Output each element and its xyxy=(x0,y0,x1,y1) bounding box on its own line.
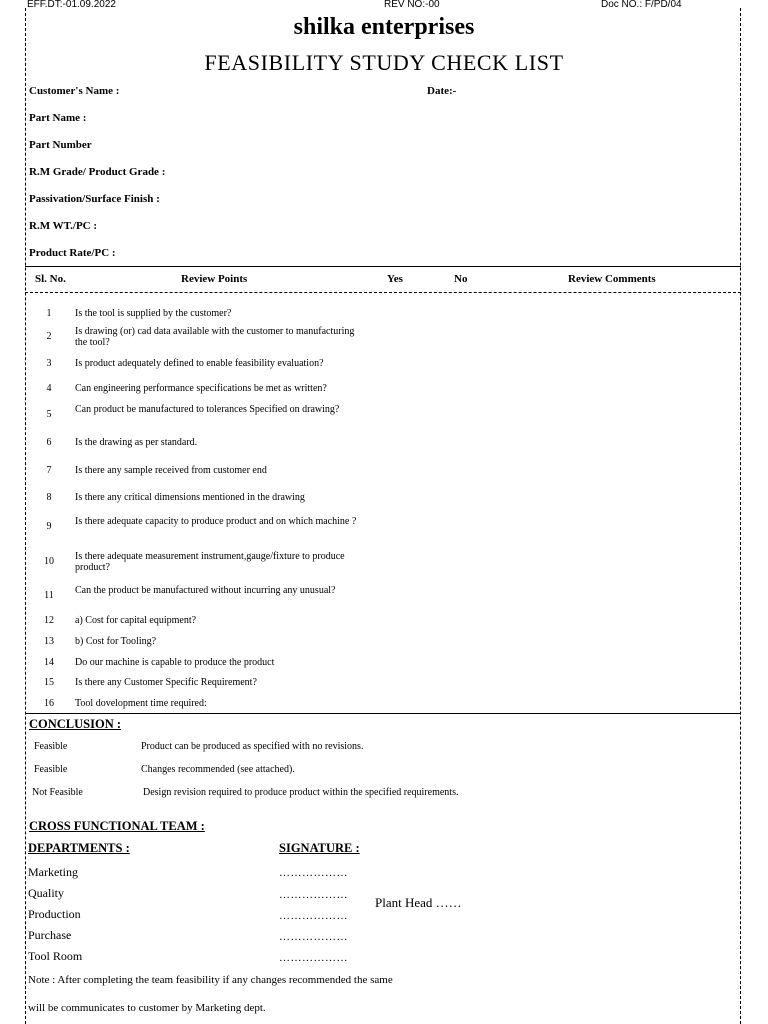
left-border xyxy=(25,8,26,1024)
note-line-1: Note : After completing the team feasibility if any changes recommended the same xyxy=(28,974,393,986)
department-quality: Quality xyxy=(28,886,64,900)
review-point: Is there any Customer Specific Requirement? xyxy=(75,677,257,688)
plant-head-label: Plant Head …… xyxy=(375,895,462,910)
review-point: Can product be manufactured to tolerances Specified on drawing? xyxy=(75,404,340,415)
review-point: Do our machine is capable to produce the product xyxy=(75,657,275,668)
table-top-rule xyxy=(25,266,741,267)
row-number: 16 xyxy=(44,698,54,709)
row-number: 13 xyxy=(44,636,54,647)
row-number: 8 xyxy=(46,492,52,503)
signature-line: ……………… xyxy=(279,910,348,922)
col-header-review-points: Review Points xyxy=(181,273,248,285)
passivation-label: Passivation/Surface Finish : xyxy=(29,193,160,205)
col-header-no: No xyxy=(454,273,468,285)
department-tool-room: Tool Room xyxy=(28,949,83,963)
review-point: Is there any critical dimensions mentioned in the drawing xyxy=(75,492,305,503)
review-point: b) Cost for Tooling? xyxy=(75,636,157,647)
review-point: Is there any sample received from customer end xyxy=(75,465,267,476)
product-rate-label: Product Rate/PC : xyxy=(29,247,116,259)
doc-no: Doc NO.: F/PD/04 xyxy=(601,0,682,10)
row-number: 4 xyxy=(46,383,52,394)
department-production: Production xyxy=(28,907,81,921)
col-header-review-comments: Review Comments xyxy=(568,273,656,285)
part-name-label: Part Name : xyxy=(29,112,87,124)
part-number-label: Part Number xyxy=(29,139,92,151)
signature-line: ……………… xyxy=(279,867,348,879)
conclusion-rule xyxy=(25,713,741,714)
col-header-sl-no: Sl. No. xyxy=(35,273,66,285)
department-marketing: Marketing xyxy=(28,865,78,879)
review-point: Is drawing (or) cad data available with the customer to manufacturing the tool? xyxy=(75,326,355,348)
review-point: Is there adequate capacity to produce product and on which machine ? xyxy=(75,516,357,527)
departments-heading: DEPARTMENTS : xyxy=(28,841,130,855)
review-point: Is the tool is supplied by the customer? xyxy=(75,308,232,319)
row-number: 2 xyxy=(46,331,52,342)
row-number: 10 xyxy=(44,556,54,567)
rm-wt-label: R.M WT./PC : xyxy=(29,220,98,232)
review-point: Is there adequate measurement instrument,gauge/fixture to produce product? xyxy=(75,551,345,573)
signature-line: ……………… xyxy=(279,952,348,964)
conclusion-status: Feasible xyxy=(34,741,68,752)
cross-functional-team-heading: CROSS FUNCTIONAL TEAM : xyxy=(29,819,205,833)
signature-line: ……………… xyxy=(279,889,348,901)
signature-line: ……………… xyxy=(279,931,348,943)
row-number: 6 xyxy=(46,437,52,448)
row-number: 11 xyxy=(44,590,54,601)
eff-date: EFF.DT:-01.09.2022 xyxy=(27,0,116,10)
conclusion-status: Not Feasible xyxy=(32,787,83,798)
row-number: 5 xyxy=(46,409,52,420)
page-title: FEASIBILITY STUDY CHECK LIST xyxy=(204,50,564,75)
table-header-rule xyxy=(25,292,741,293)
review-point: Is the drawing as per standard. xyxy=(75,437,198,448)
review-point: a) Cost for capital equipment? xyxy=(75,615,197,626)
row-number: 12 xyxy=(44,615,54,626)
row-number: 14 xyxy=(44,657,54,668)
conclusion-status: Feasible xyxy=(34,764,68,775)
conclusion-description: Product can be produced as specified with no revisions. xyxy=(141,741,364,752)
conclusion-heading: CONCLUSION : xyxy=(29,717,122,731)
review-point: Can the product be manufactured without incurring any unusual? xyxy=(75,585,336,596)
signature-heading: SIGNATURE : xyxy=(279,841,360,855)
company-name: shilka enterprises xyxy=(293,14,475,40)
right-border xyxy=(740,8,741,1024)
note-line-2: will be communicates to customer by Marketing dept. xyxy=(28,1002,266,1014)
row-number: 15 xyxy=(44,677,54,688)
row-number: 9 xyxy=(46,521,52,532)
rm-grade-label: R.M Grade/ Product Grade : xyxy=(29,166,166,178)
row-number: 3 xyxy=(46,358,52,369)
row-number: 1 xyxy=(46,308,52,319)
row-number: 7 xyxy=(46,465,52,476)
conclusion-description: Changes recommended (see attached). xyxy=(141,764,295,775)
conclusion-description: Design revision required to produce product within the specified requirements. xyxy=(143,787,459,798)
customer-name-label: Customer's Name : xyxy=(29,85,120,97)
review-point: Can engineering performance specifications be met as written? xyxy=(75,383,327,394)
department-purchase: Purchase xyxy=(28,928,72,942)
review-point: Is product adequately defined to enable feasibility evaluation? xyxy=(75,358,324,369)
col-header-yes: Yes xyxy=(387,273,403,285)
rev-no: REV NO:-00 xyxy=(384,0,440,10)
date-label: Date:- xyxy=(427,85,457,97)
review-point: Tool dovelopment time required: xyxy=(75,698,207,709)
